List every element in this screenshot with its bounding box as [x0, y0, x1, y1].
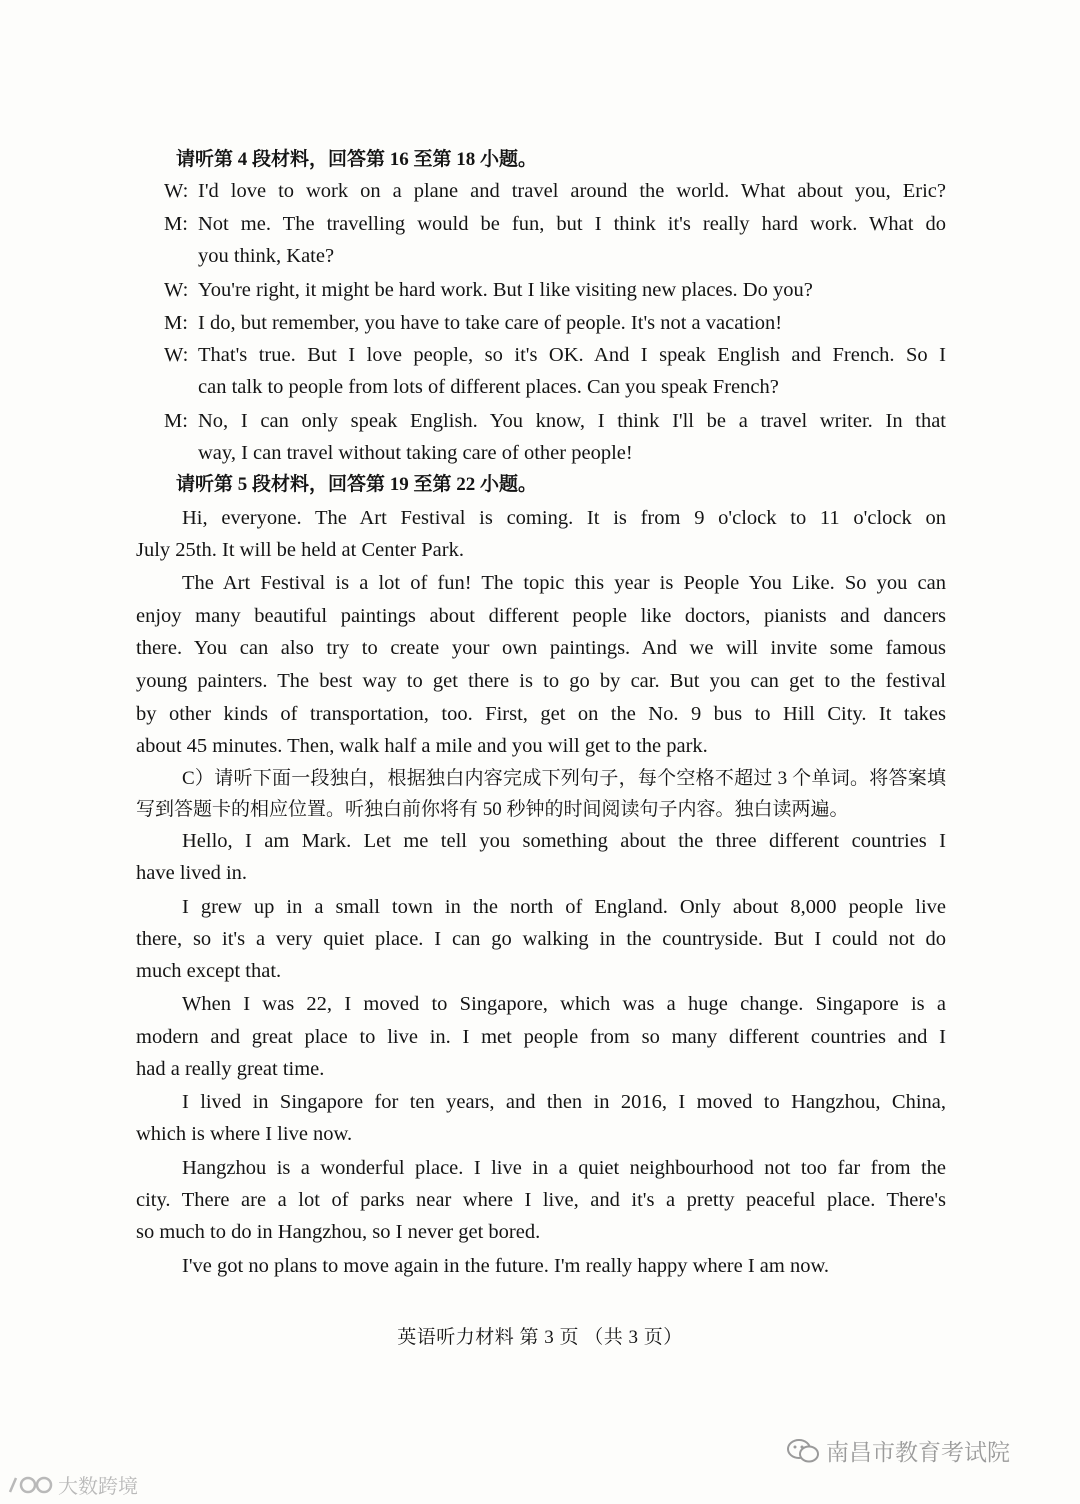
text-line: When I was 22, I moved to Singapore, which was a huge change. Singapore is a [182, 993, 946, 1015]
watermark-right [786, 1434, 1010, 1467]
text-line: by other kinds of transportation, too. First, get on the No. 9 bus to Hill City. It takes [136, 703, 946, 725]
instruction-line: 写到答题卡的相应位置。听独白前你将有 50 秒钟的时间阅读句子内容。独白读两遍。 [136, 799, 849, 820]
dialogue-line: M: I do, but remember, you have to take care of people. It's not a vacation! [164, 312, 783, 334]
logo-icon [6, 1474, 54, 1496]
text-line: I grew up in a small town in the north of England. Only about 8,000 people live [182, 896, 946, 918]
wechat-icon [786, 1437, 820, 1465]
text-line: so much to do in Hangzhou, so I never get bored. [136, 1221, 541, 1243]
text-line: city. There are a lot of parks near where I live, and it's a pretty peaceful place. There's [136, 1189, 946, 1211]
text-line: there, so it's a very quiet place. I can go walking in the countryside. But I could not do [136, 928, 946, 950]
section5-heading: 请听第 5 段材料，回答第 19 至第 22 小题。 [176, 474, 538, 495]
text-line: had a really great time. [136, 1058, 325, 1080]
instruction-line: C）请听下面一段独白，根据独白内容完成下列句子，每个空格不超过 3 个单词。将答案填 [182, 768, 946, 789]
dialogue-line: way, I can travel without taking care of other people! [198, 442, 633, 464]
dialogue-line: W: That's true. But I love people, so it's OK. And I speak English and French. So I [164, 344, 946, 366]
text-line: Hangzhou is a wonderful place. I live in a quiet neighbourhood not too far from the [182, 1157, 946, 1179]
text-line: Hi, everyone. The Art Festival is coming. It is from 9 o'clock to 11 o'clock on [182, 507, 946, 529]
text-line: young painters. The best way to get there is to go by car. But you can get to the festival [136, 670, 946, 692]
dialogue-line: M: No, I can only speak English. You know, I think I'll be a travel writer. In that [164, 410, 946, 432]
text-line: I've got no plans to move again in the future. I'm really happy where I am now. [182, 1255, 830, 1277]
text-line: The Art Festival is a lot of fun! The topic this year is People You Like. So you can [182, 572, 946, 594]
section4-heading: 请听第 4 段材料，回答第 16 至第 18 小题。 [176, 149, 538, 170]
text-line: which is where I live now. [136, 1123, 353, 1145]
text-line: Hello, I am Mark. Let me tell you something about the three different countries I [182, 830, 946, 852]
watermark-left-text: 大数跨境 [58, 1474, 138, 1498]
dialogue-line: W: You're right, it might be hard work. But I like visiting new places. Do you? [164, 279, 813, 301]
text-line: enjoy many beautiful paintings about different people like doctors, pianists and dancers [136, 605, 946, 627]
text-line: there. You can also try to create your own paintings. And we will invite some famous [136, 637, 946, 659]
dialogue-line: M: Not me. The travelling would be fun, but I think it's really hard work. What do [164, 213, 946, 235]
text-line: July 25th. It will be held at Center Park. [136, 539, 464, 561]
dialogue-line: can talk to people from lots of different places. Can you speak French? [198, 376, 779, 398]
text-line: much except that. [136, 960, 282, 982]
dialogue-line: W: I'd love to work on a plane and travel around the world. What about you, Eric? [164, 180, 946, 202]
text-line: modern and great place to live in. I met people from so many different countries and I [136, 1026, 946, 1048]
watermark-left [6, 1470, 138, 1499]
page-footer: 英语听力材料 第 3 页 （共 3 页） [397, 1327, 683, 1348]
text-line: have lived in. [136, 862, 248, 884]
text-line: about 45 minutes. Then, walk half a mile and you will get to the park. [136, 735, 708, 757]
text-line: I lived in Singapore for ten years, and then in 2016, I moved to Hangzhou, China, [182, 1091, 946, 1113]
watermark-right-text: 南昌市教育考试院 [826, 1440, 1010, 1466]
dialogue-line: you think, Kate? [198, 245, 335, 267]
